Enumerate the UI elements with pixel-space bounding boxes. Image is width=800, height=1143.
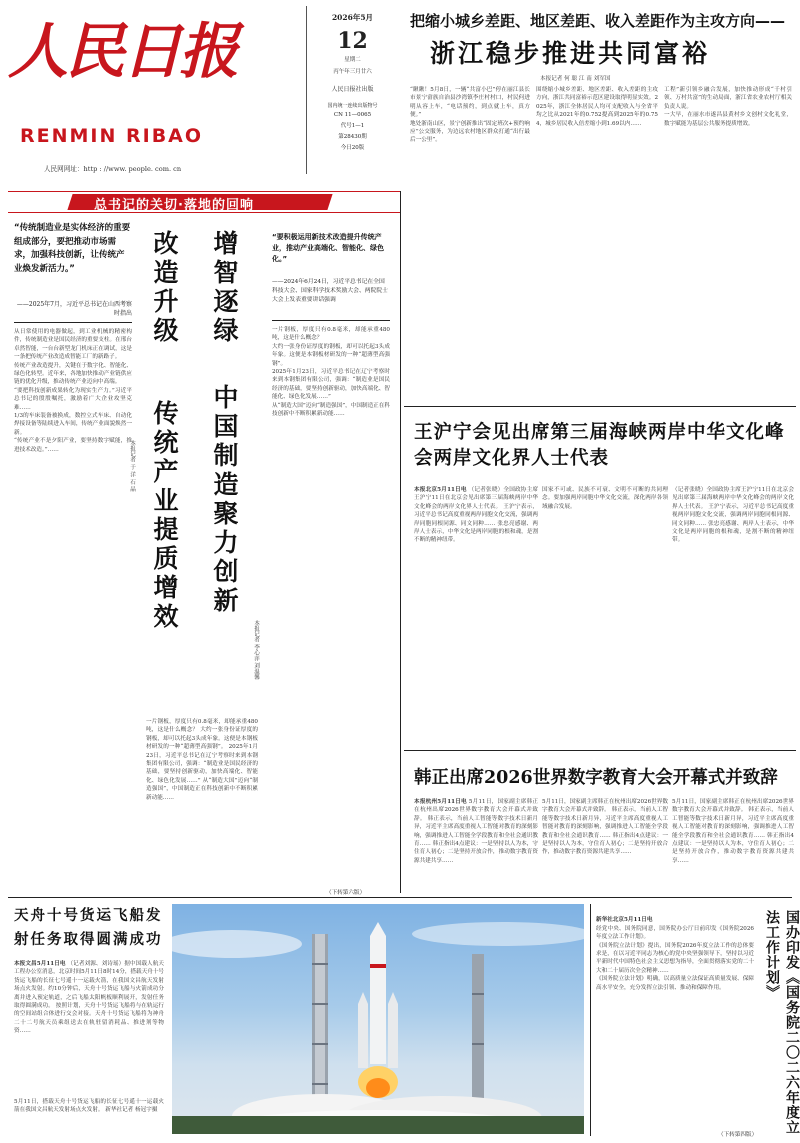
story4-body-text: （记者刘源、刘诗瑶）据中国载人航天工程办公室消息，北京时间5月11日8时14分，搭载天舟十号货运飞船的长征七号遥十一运载火箭，在我国文昌航天发射场点火发射。约10分钟后，天舟十号货运飞船与火箭成功分离并进入预定轨道，之后飞船太阳帆板顺利展开，发射任务取得圆满成功。 按照计划，天舟十号货运飞船将与在轨运行的空间站组合体进行交会对接。天舟十号货运飞船将为神舟二十二号航天员乘组送去在轨驻留消耗品、推进剂等物资…… — [14, 961, 164, 1035]
story5-body-text: 经党中央、国务院同意，国务院办公厅日前印发《国务院2026年度立法工作计划》。 《国务院立法计划》提出，国务院2026年度立法工作的总体要求是，在以习近平同志为核心的党中央坚强领导下，坚持以习近平新时代中国特色社会主义思想为指导，全面贯彻落实党的二十大和二十届历次全会精神…… 《国务院立法计划》明确，以高质量立法保证高质量发展、保障高水平安全，充分发挥立法引领、推动和保障作用。 — [596, 925, 754, 991]
feature-body-left: 从日常使用的电器做起，到工业机械的精密构件，传统制造业是国民经济的重要支柱。在邢台卓然智能，一台台新型龙门机床正在调试，这是一条把传统产业改造成智能工厂的新路子。 传统产业改造提升，关键在于数字化、智能化、绿色化转型。近年来，各地加快推动产业链供应链的优化升级，推动传统产业迈向中高端。 “要把科技创新成果转化为现实生产力。”习近平总书记的殷殷嘱托，激励着广大企业攻坚克难…… 1/3的车床装备被换成，数控立式车床、自动化焊接设备等陆续进入车间，传统产业面貌焕然一新。 “传统产业不是夕阳产业，要坚持数字赋能，推进技术改造。”…… — [14, 329, 132, 453]
top-story-headline: 浙江稳步推进共同富裕 — [430, 39, 711, 68]
banner-title: 总书记的关切·落地的回响 — [94, 198, 254, 213]
story4-headline: 天舟十号货运飞船发射任务取得圆满成功 — [14, 908, 163, 948]
website-line: 人民网网址：http : //www. people. com. cn — [44, 165, 182, 173]
logo-cn: 人民日报 — [8, 17, 236, 87]
story4-photo-caption — [14, 1098, 164, 1128]
story5-headline: 国办印发《国务院二〇二六年度立法工作计划》 — [764, 910, 800, 1135]
story5-continued: （下转第四版） — [718, 1132, 758, 1138]
feature-byline-right: 本报记者 李心萍 刘温馨 — [253, 620, 259, 680]
top-story-col-1: “瞅瞅！5月8日，一辆“共富小巴”停在丽江县长市景宁畲族自治县沙湾镇李庄村村口，村民何进明从容上车，“电话预约，到点就上车，真方便。” 地处浙南山区，景宁创新推出“固定班次+预约响应”公交服务，为边远农村地区群众打通“出行最后一公里”。 — [410, 87, 530, 144]
publisher: 人民日报社出版 — [331, 86, 374, 93]
feature-body-lower-text: 一片钢板，厚度只有0.8毫米，却能承重480吨，这是什么概念？ 大约一张身份证厚度的钢板，却可以托起3头成年象。这便是本钢板材研发的一种“超薄型高强钢”。 2025年1月23日，习近平总书记在辽宁考察时来到本钢集团有限公司，强调：“制造业是国民经济的基础，要坚持创新驱动，加快高端化、智能化、绿色化发展……” 从“制造大国”迈向“制造强国”，中国制造正在科技创新中不断积累新动能…… — [146, 719, 258, 801]
story2-body — [414, 486, 538, 744]
feature-continued: （下转第六版） — [326, 890, 366, 896]
photo-caption: 5月11日，搭载天舟十号货运飞船的长征七号遥十一运载火箭在我国文昌航天发射场点火发射。 — [14, 1099, 164, 1114]
story3-body-col-2: 5月11日，国家副主席韩正在杭州出席2026世界数字教育大会开幕式并致辞。 韩正表示，当前人工智能等数字技术日新月异，习近平主席高度重视人工智能对教育的深刻影响，强调推进人工智能全学段教育和全社会通识教育…… 韩正指出4点建议：一是坚持以人为本，守住育人初心；二是坚持开放合作，推动数字教育资源共建共享…… — [542, 799, 668, 856]
story3-headline: 韩正出席2026世界数字教育大会开幕式并致辞 — [414, 768, 778, 788]
feature-body-lower — [146, 718, 258, 888]
weekday: 星期二 — [344, 57, 361, 63]
postal-code: 代号1—1 — [340, 123, 365, 129]
feature-headline-left-b: 传统产业提质增效 — [150, 400, 179, 632]
top-story-col-3: 工程”新引领乡融合发展，加快推动形成“千村引领、万村共富”的生动局面，浙江省农业农村厅相关负责人说。 一大早，在丽水市遂昌县黄村乡文创村文化礼堂，数字赋能为基层公共服务提质增效。 — [664, 87, 792, 127]
top-story-kicker: 把缩小城乡差距、地区差距、收入差距作为主攻方向—— — [410, 12, 786, 30]
story4-dateline: 本报文昌5月11日电 — [14, 961, 66, 967]
story2-headline: 王沪宁会见出席第三届海峡两岸中华文化峰会两岸文化界人士代表 — [414, 422, 785, 469]
feature-quote-2-source: ——2024年6月24日，习近平总书记在全国科技大会、国家科学技术奖励大会、两院院士大会上发表重要讲话强调 — [272, 279, 388, 303]
date-year-month: 2026年5月 — [331, 13, 374, 22]
story2-body-text: （记者张晓）全国政协主席王沪宁11日在北京会见出席第三届海峡两岸中华文化峰会的两岸文化界人士代表。 王沪宁表示，习近平总书记高度重视两岸同胞文化交流，强调两岸同胞同根同源、同文同种…… 张忠亮感谢、两岸人士表示，中华文化是两岸同胞的根和魂，是割不断的精神纽带。 — [414, 487, 538, 544]
feature-headline-right-a: 增智逐绿 — [210, 230, 239, 346]
masthead-logo — [8, 18, 300, 90]
issue-number: 第28430期 — [338, 134, 367, 140]
rocket-launch-illustration — [172, 904, 584, 1134]
story2-dateline: 本报北京5月11日电 — [414, 487, 467, 493]
story2-body-col-2: 国家不可或、民族不可衰、文明不可断的共同理念。要加强两岸同胞中华文化交流，深化两岸各领域融合发展。 — [542, 487, 668, 510]
date-day: 12 — [337, 28, 368, 54]
issue-info — [306, 6, 398, 174]
lunar-date: 丙午年三月廿六 — [333, 69, 372, 75]
story3-body-text: 5月11日，国家副主席韩正在杭州出席2026世界数字教育大会开幕式并致辞。 韩正表示，当前人工智能等数字技术日新月异，习近平主席高度重视人工智能对教育的深刻影响，强调推进人工智能全学段教育和全社会通识教育…… 韩正指出4点建议：一是坚持以人为本，守住育人初心；二是坚持开放合作，推动数字教育资源共建共享…… — [414, 799, 538, 864]
feature-headline-left-a: 改造升级 — [150, 230, 179, 346]
story3-body — [414, 798, 538, 890]
story2-body-col-3: （记者张晓）全国政协主席王沪宁11日在北京会见出席第三届海峡两岸中华文化峰会的两岸文化界人士代表。 王沪宁表示，习近平总书记高度重视两岸同胞文化交流，强调两岸同胞同根同源、同文同种…… 张忠亮感谢、两岸人士表示，中华文化是两岸同胞的根和魂，是割不断的精神纽带。 — [672, 487, 794, 544]
feature-quote-1: “传统制造业是实体经济的重要组成部分，要把推动市场需求，加强科技创新，让传统产业焕发新活力。” — [14, 223, 131, 274]
photo-credit: 新华社记者 杨冠宇摄 — [105, 1107, 158, 1114]
banner-bar — [8, 191, 400, 213]
feature-quote-2: “要积极运用新技术改造提升传统产业，推动产业高端化、智能化、绿色化。” — [272, 233, 384, 263]
story5-body — [596, 908, 754, 1136]
story5-dateline: 新华社北京5月11日电 — [596, 917, 653, 924]
rocket-photo — [172, 904, 584, 1134]
cn-code: 国内统一连续出版物号 — [327, 103, 378, 109]
feature-byline-left: 本报记者 于 洋 石 晶 — [129, 440, 135, 492]
story3-body-col-3: 5月11日，国家副主席韩正在杭州出席2026世界数字教育大会开幕式并致辞。 韩正表示，当前人工智能等数字技术日新月异，习近平主席高度重视人工智能对教育的深刻影响，强调推进人工智能全学段教育和全社会通识教育…… 韩正指出4点建议：一是坚持以人为本，守住育人初心；二是坚持开放合作，推动数字教育资源共建共享…… — [672, 799, 794, 864]
feature-body-right: 一片钢板，厚度只有0.8毫米，却能承重480吨，这是什么概念？ 大约一张身份证厚度的钢板，却可以托起3头成年象。这便是本钢板材研发的一种“超薄型高强钢”。 2025年1月23日，习近平总书记在辽宁考察时来到本钢集团有限公司，强调：“制造业是国民经济的基础，要坚持创新驱动，加快高端化、智能化、绿色化发展……” 从“制造大国”迈向“制造强国”，中国制造正在科技创新中不断积累新动能…… — [272, 327, 390, 418]
logo-en: RENMIN RIBAO — [20, 125, 204, 147]
feature-quote-1-source: ——2025年7月，习近平总书记在山西考察时指出 — [16, 301, 132, 317]
story3-dateline: 本报杭州5月11日电 — [414, 799, 467, 805]
page-count: 今日20版 — [340, 145, 365, 151]
cn-number: CN 11—0065 — [333, 112, 372, 118]
top-story-col-2: 围绕缩小城乡差距、地区差距、收入差距的主攻方向，浙江共同富裕示范区建设取得明显实效。2025年，浙江全体居民人均可支配收入与全省平均之比从2021年的0.752提高到2025年的0.754，城乡居民收入倍差缩小到1.69以内…… — [536, 87, 658, 127]
feature-headline-right-b: 中国制造聚力创新 — [210, 384, 239, 616]
top-story-byline: 本报记者 何 聪 江 南 刘军国 — [540, 76, 611, 82]
